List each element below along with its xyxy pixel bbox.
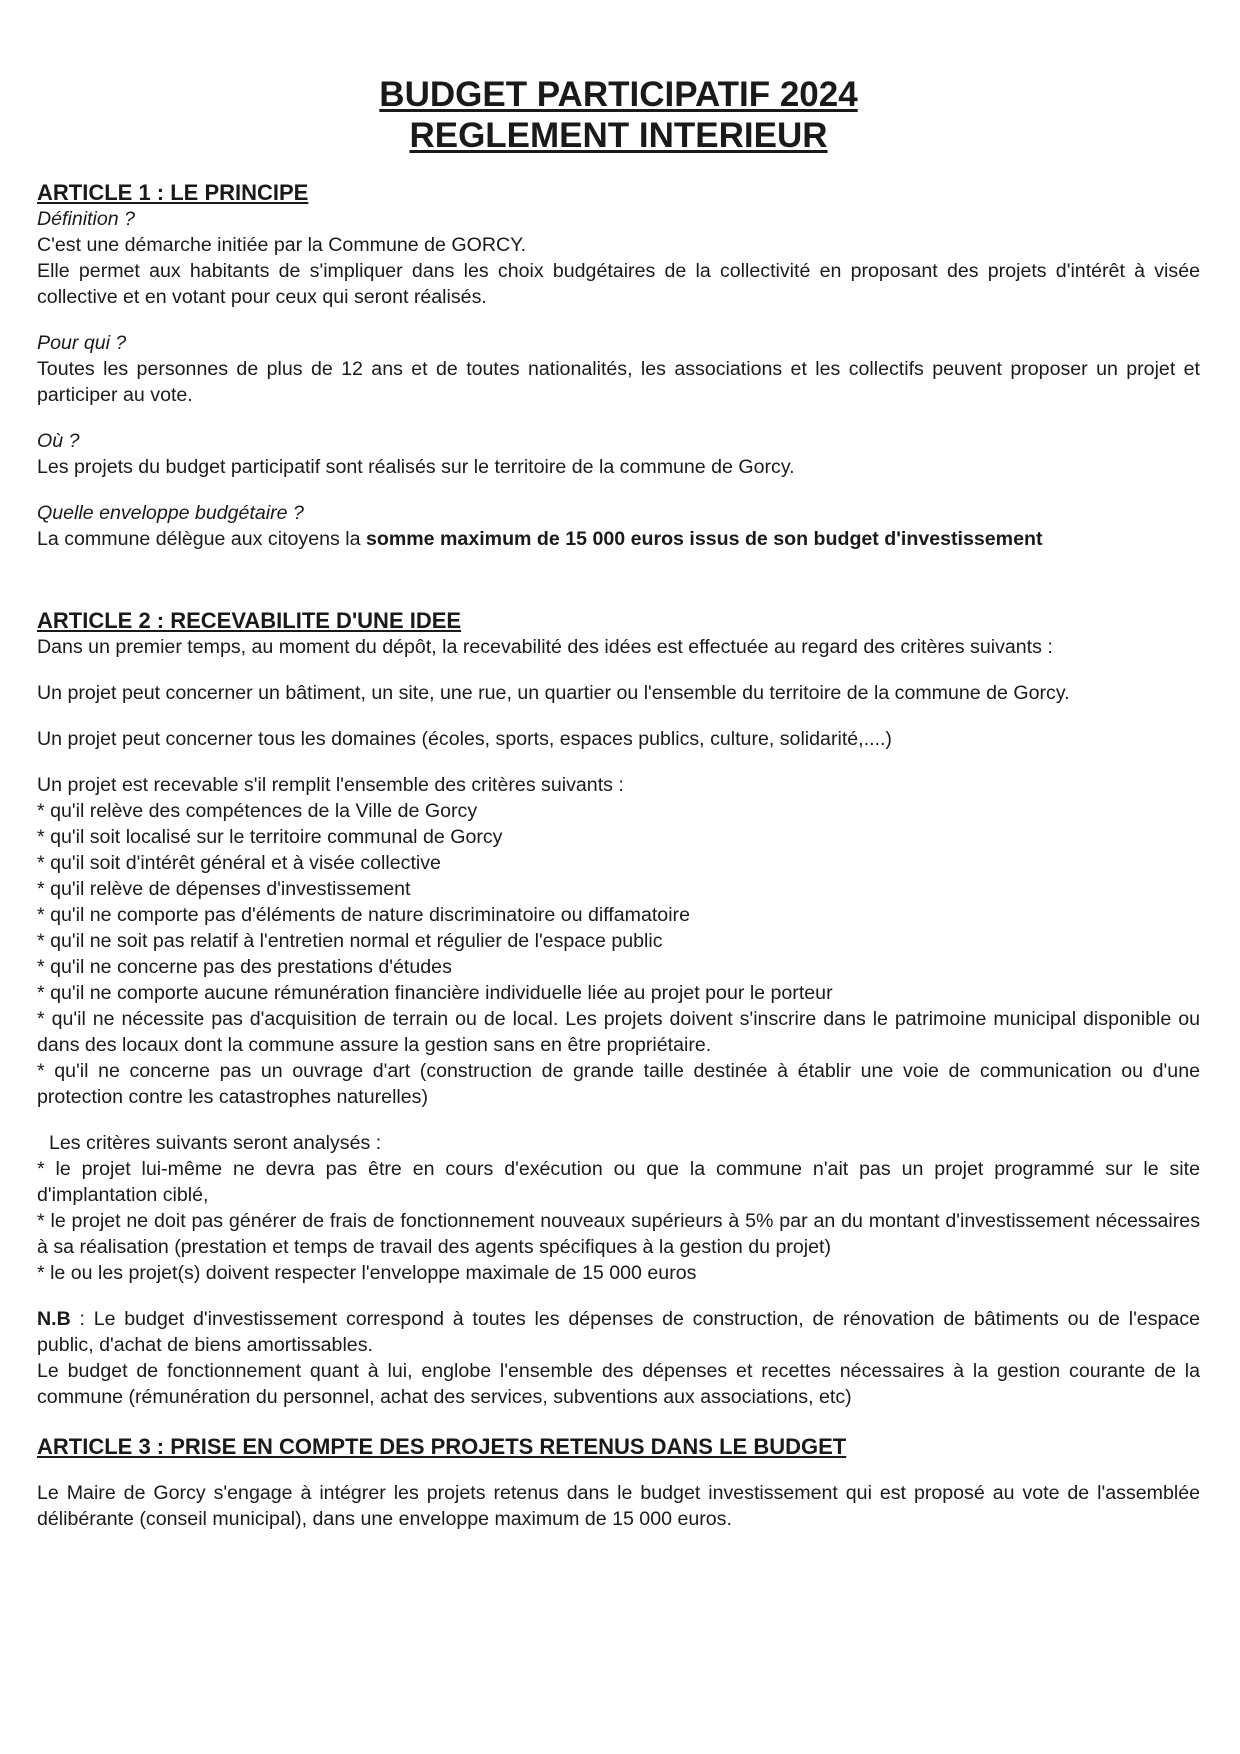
who-label: Pour qui ? (37, 332, 127, 354)
list-item: * qu'il ne soit pas relatif à l'entretien normal et régulier de l'espace public (37, 930, 663, 952)
article-2-heading: ARTICLE 2 : RECEVABILITE D'UNE IDEE (37, 608, 462, 633)
list-item: * qu'il ne concerne pas un ouvrage d'art (construction de grande taille destinée à établir une voie de communication ou d'une protection contre les catastrophes naturelles) (37, 1060, 1200, 1108)
article-2-intro: Dans un premier temps, au moment du dépôt, la recevabilité des idées est effectuée au regard des critères suivants : (37, 636, 1053, 658)
article-3-text: Le Maire de Gorcy s'engage à intégrer les projets retenus dans le budget investissement qui est proposé au vote de l'assemblée délibérante (conseil municipal), dans une enveloppe maximum de 15 000 euros. (37, 1482, 1200, 1530)
list-item: * qu'il ne comporte pas d'éléments de nature discriminatoire ou diffamatoire (37, 904, 690, 926)
definition-line-2: Elle permet aux habitants de s'impliquer dans les choix budgétaires de la collectivité en proposant des projets d'intérêt à visée collective et en votant pour ceux qui seront réalisés. (37, 260, 1200, 308)
list-item: * le ou les projet(s) doivent respecter l'enveloppe maximale de 15 000 euros (37, 1262, 697, 1284)
title-line-2: REGLEMENT INTERIEUR (409, 116, 828, 155)
nb-note: N.B : Le budget d'investissement correspond à toutes les dépenses de construction, de rénovation de bâtiments ou de l'espace public, d'achat de biens amortissables. (37, 1308, 1200, 1356)
nb-label: N.B (37, 1308, 71, 1330)
scope-text-1: Un projet peut concerner un bâtiment, un site, une rue, un quartier ou l'ensemble du territoire de la commune de Gorcy. (37, 682, 1070, 704)
definition-line-1: C'est une démarche initiée par la Commune de GORCY. (37, 234, 527, 256)
article-3 (37, 1434, 1200, 1532)
budget-amount: somme maximum de 15 000 euros issus de son budget d'investissement (365, 528, 1043, 550)
list-item: * qu'il relève des compétences de la Ville de Gorcy (37, 800, 478, 822)
document-title (37, 74, 1200, 156)
where-text: Les projets du budget participatif sont réalisés sur le territoire de la commune de Gorcy. (37, 456, 795, 478)
list-item: * qu'il ne concerne pas des prestations d'études (37, 956, 452, 978)
list-item: * qu'il soit d'intérêt général et à visée collective (37, 852, 441, 874)
where-label: Où ? (37, 430, 80, 452)
list-item: * le projet ne doit pas générer de frais de fonctionnement nouveaux supérieurs à 5% par an du montant d'investissement nécessaires à sa réalisation (prestation et temps de travail des agents spécifiques à la gestion du projet) (37, 1210, 1200, 1258)
budget-text: La commune délègue aux citoyens la somme maximum de 15 000 euros issus de son budget d'investissement (37, 528, 1043, 550)
list-item: * qu'il soit localisé sur le territoire communal de Gorcy (37, 826, 503, 848)
list-item: * qu'il ne comporte aucune rémunération financière individuelle liée au projet pour le porteur (37, 982, 833, 1004)
analysis-list (37, 1156, 1200, 1286)
scope-text-2: Un projet peut concerner tous les domaines (écoles, sports, espaces publics, culture, solidarité,....) (37, 728, 892, 750)
list-item: * le projet lui-même ne devra pas être en cours d'exécution ou que la commune n'ait pas un projet programmé sur le site d'implantation ciblé, (37, 1158, 1200, 1206)
list-item: * qu'il ne nécessite pas d'acquisition de terrain ou de local. Les projets doivent s'inscrire dans le patrimoine municipal disponible ou dans des locaux dont la commune assure la gestion sans en être propriétaire. (37, 1008, 1200, 1056)
article-3-heading: ARTICLE 3 : PRISE EN COMPTE DES PROJETS RETENUS DANS LE BUDGET (37, 1434, 847, 1459)
title-line-1: BUDGET PARTICIPATIF 2024 (379, 75, 858, 114)
article-1-heading: ARTICLE 1 : LE PRINCIPE (37, 180, 309, 205)
analysis-intro: Les critères suivants seront analysés : (49, 1132, 382, 1154)
definition-label: Définition ? (37, 208, 136, 230)
article-2 (37, 608, 1200, 1410)
criteria-intro: Un projet est recevable s'il remplit l'ensemble des critères suivants : (37, 774, 624, 796)
list-item: * qu'il relève de dépenses d'investissement (37, 878, 411, 900)
who-text: Toutes les personnes de plus de 12 ans et de toutes nationalités, les associations et les collectifs peuvent proposer un projet et participer au vote. (37, 358, 1200, 406)
criteria-list (37, 798, 1200, 1110)
nb-note-2: Le budget de fonctionnement quant à lui, englobe l'ensemble des dépenses et recettes nécessaires à la gestion courante de la commune (rémunération du personnel, achat des services, subventions aux associations, etc) (37, 1360, 1200, 1408)
article-1 (37, 180, 1200, 552)
budget-label: Quelle enveloppe budgétaire ? (37, 502, 304, 524)
